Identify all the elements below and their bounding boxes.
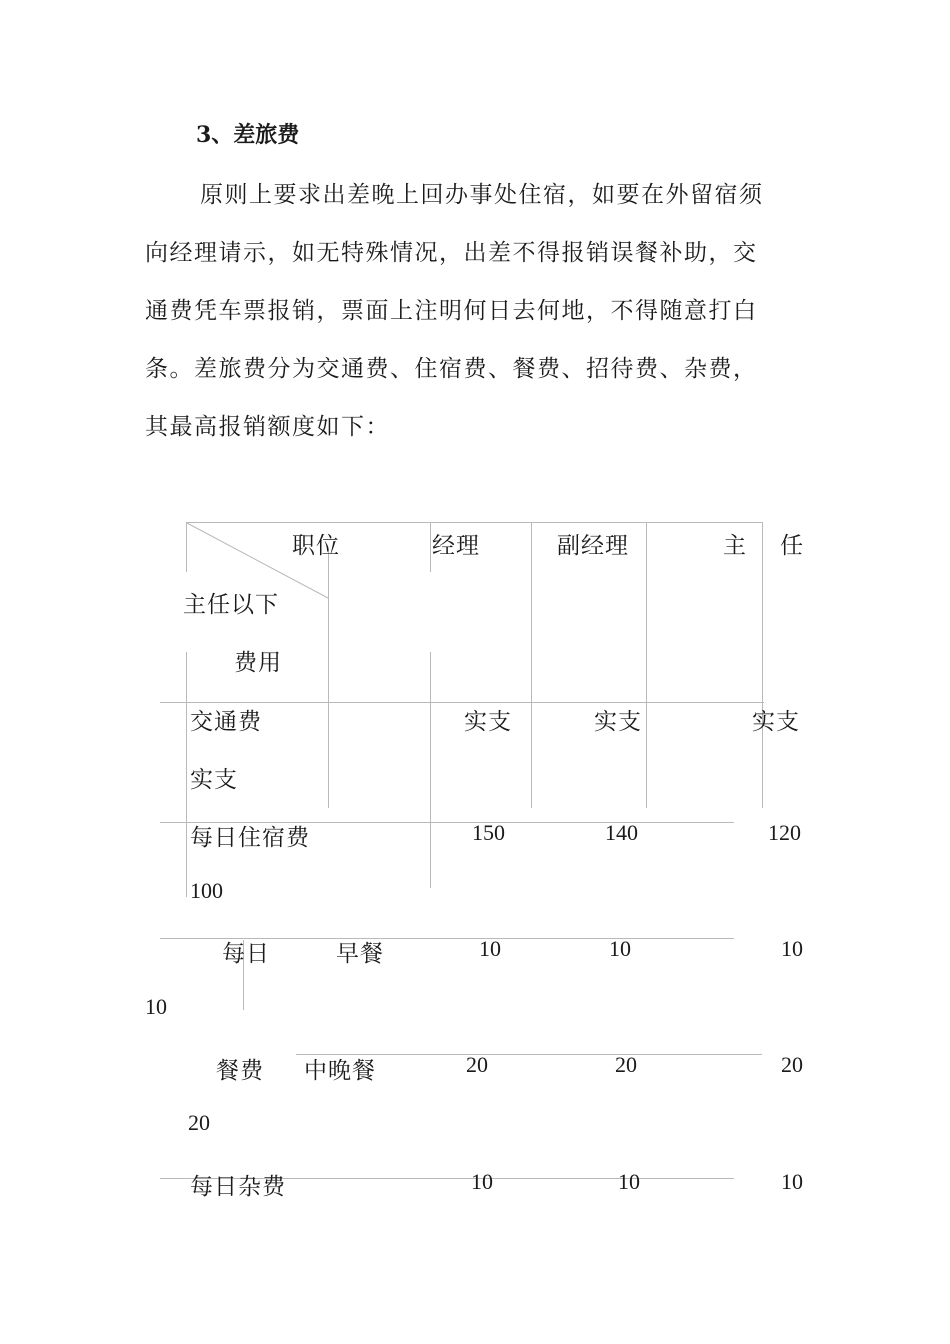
section-heading: 3、差旅费: [196, 122, 300, 148]
header-below-director: 主任以下: [183, 592, 279, 618]
header-deputy-manager: 副经理: [557, 533, 629, 559]
row-label-daily: 每日: [222, 941, 270, 967]
cell-lodging-manager: 150: [472, 820, 505, 845]
cell-lunch-dinner-manager: 20: [466, 1052, 488, 1077]
cell-misc-deputy: 10: [618, 1169, 640, 1194]
paragraph-line-4: 条。差旅费分为交通费、住宿费、餐费、招待费、杂费，: [145, 356, 758, 382]
row-label-meal-expense: 餐费: [216, 1058, 264, 1084]
cell-transport-manager: 实支: [464, 709, 512, 735]
cell-misc-manager: 10: [471, 1169, 493, 1194]
cell-lunch-dinner-director: 20: [781, 1052, 803, 1077]
header-manager: 经理: [432, 533, 480, 559]
cell-transport-deputy: 实支: [594, 709, 642, 735]
cell-breakfast-below-director: 10: [145, 994, 167, 1019]
cell-breakfast-manager: 10: [479, 936, 501, 961]
cell-transport-director: 实支: [752, 709, 800, 735]
row-label-lunch-dinner: 中晚餐: [304, 1058, 376, 1084]
paragraph-line-3: 通费凭车票报销，票面上注明何日去何地，不得随意打白: [145, 298, 758, 324]
paragraph-line-1: 原则上要求出差晚上回办事处住宿，如要在外留宿须: [200, 182, 764, 208]
row-label-breakfast: 早餐: [336, 941, 384, 967]
cell-lunch-dinner-deputy: 20: [615, 1052, 637, 1077]
row-label-transport: 交通费: [190, 709, 262, 735]
cell-misc-director: 10: [781, 1169, 803, 1194]
header-position-label: 职位: [292, 533, 340, 559]
cell-breakfast-director: 10: [781, 936, 803, 961]
cell-lodging-deputy: 140: [605, 820, 638, 845]
header-director-part-1: 主: [723, 533, 747, 559]
paragraph-line-2: 向经理请示，如无特殊情况，出差不得报销误餐补助，交: [145, 240, 758, 266]
paragraph-line-5: 其最高报销额度如下：: [145, 414, 390, 440]
header-director-part-2: 任: [780, 533, 804, 559]
cell-lodging-director: 120: [768, 820, 801, 845]
cell-lodging-below-director: 100: [190, 878, 223, 903]
cell-lunch-dinner-below-director: 20: [188, 1110, 210, 1135]
row-label-lodging: 每日住宿费: [190, 825, 310, 851]
cell-breakfast-deputy: 10: [609, 936, 631, 961]
row-label-misc: 每日杂费: [190, 1174, 286, 1200]
header-expense-label: 费用: [234, 650, 282, 676]
cell-transport-below-director: 实支: [190, 767, 238, 793]
